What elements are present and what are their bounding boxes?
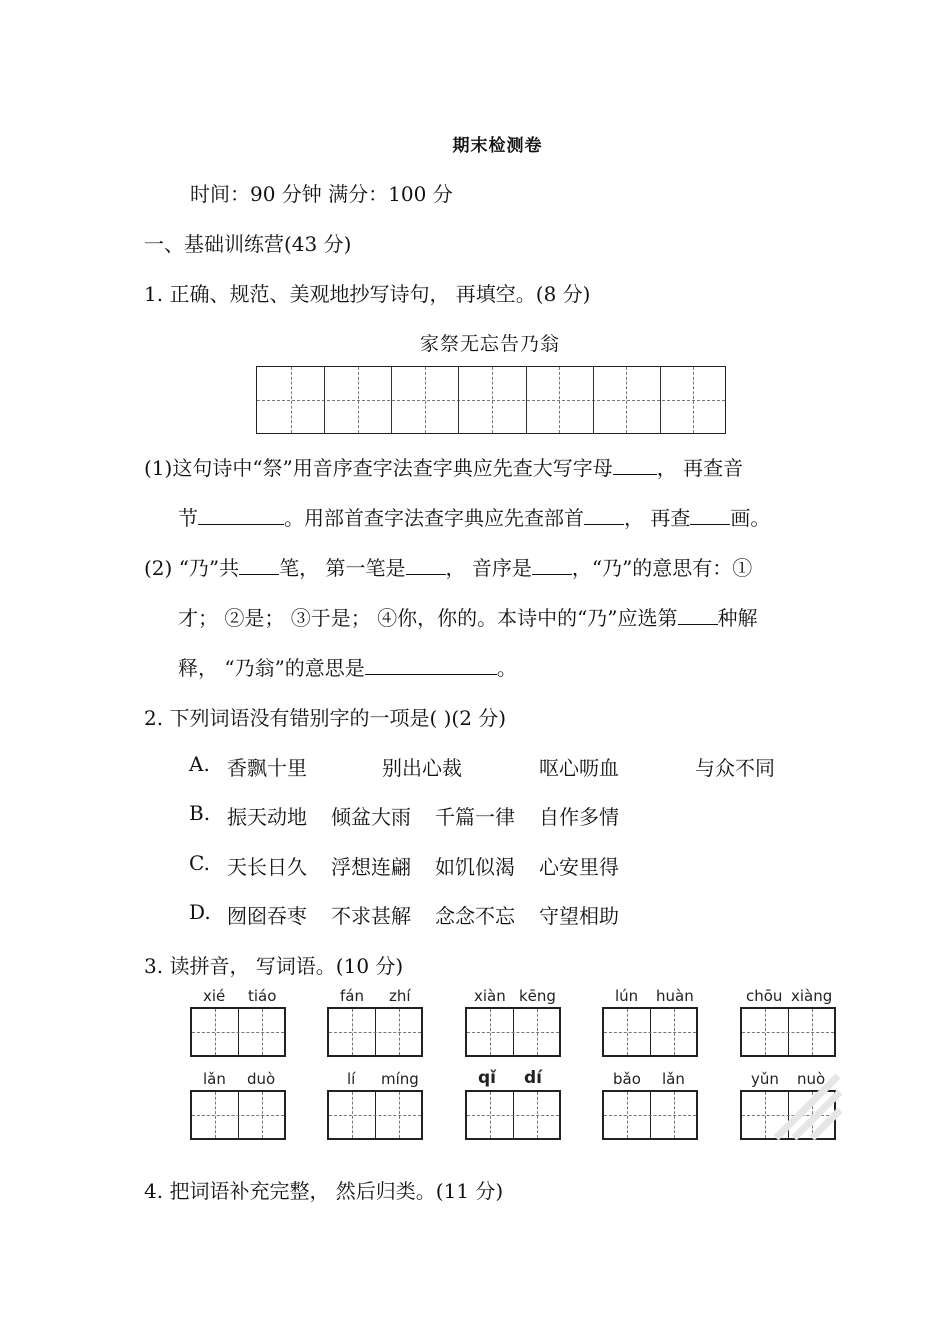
q1p2-text-c: ， 音序是 [445, 556, 532, 580]
grid-cell-divider [324, 367, 325, 433]
q1p2-text-e: 才； ②是； ③于是； ④你，你的。本诗中的“乃”应选第 [178, 606, 678, 630]
q1p2-text-a: (2) “乃”共 [144, 556, 240, 580]
pinyin-label: xiàng [791, 987, 833, 1005]
option-word: 守望相助 [539, 904, 619, 928]
question-1-prompt: 1. 正确、规范、美观地抄写诗句， 再填空。(8 分) [144, 282, 591, 306]
option-label: D. [189, 900, 211, 924]
pinyin-answer-box[interactable] [327, 1090, 423, 1140]
q1p1-text-e: ， 再查 [624, 506, 691, 530]
pinyin-label: dí [524, 1068, 542, 1088]
grid-cell-divider [660, 367, 661, 433]
pinyin-answer-box[interactable] [602, 1090, 698, 1140]
option-word: 别出心裁 [382, 756, 462, 780]
option-word: 倾盆大雨 [331, 805, 411, 829]
grid-cell-divider [593, 367, 594, 433]
q1p2-text-h: 。 [496, 656, 517, 680]
question-1-part-2-line-3 [178, 652, 517, 681]
grid-cell-guide [291, 367, 292, 433]
option-word: 自作多情 [539, 805, 619, 829]
answer-blank[interactable] [584, 506, 624, 525]
q1p1-text-d: 。用部首查字法查字典应先查部首 [284, 506, 584, 530]
grid-cell-guide [626, 367, 627, 433]
option-word: 念念不忘 [435, 904, 515, 928]
option-word: 呕心呖血 [539, 756, 619, 780]
pinyin-label: míng [381, 1070, 419, 1088]
pinyin-label: duò [247, 1070, 276, 1088]
option-a[interactable] [189, 752, 775, 780]
copy-writing-grid[interactable] [256, 366, 726, 434]
option-word: 如饥似渴 [435, 855, 515, 879]
option-word: 天长日久 [227, 855, 307, 879]
question-4-prompt: 4. 把词语补充完整， 然后归类。(11 分) [144, 1179, 504, 1203]
answer-blank[interactable] [239, 556, 279, 575]
pinyin-answer-box[interactable] [465, 1007, 561, 1057]
q1p2-text-d: ，“乃”的意思有：① [571, 556, 753, 580]
grid-cell-guide [559, 367, 560, 433]
pinyin-answer-box[interactable] [740, 1007, 836, 1057]
q1p2-text-b: 笔， 第一笔是 [279, 556, 406, 580]
pinyin-label: kēng [519, 987, 556, 1005]
answer-blank[interactable] [678, 606, 718, 625]
option-word: 不求甚解 [331, 904, 411, 928]
option-label: C. [189, 851, 210, 875]
pinyin-label: lún [615, 987, 639, 1005]
q1p1-text-a: (1)这句诗中“祭”用音序查字法查字典应先查大写字母 [144, 456, 613, 480]
pinyin-label: fán [340, 987, 364, 1005]
question-1-part-1-line-2 [178, 502, 770, 531]
page-title: 期末检测卷 [452, 136, 543, 156]
answer-blank[interactable] [198, 506, 284, 525]
option-word: 囫囵吞枣 [227, 904, 307, 928]
pinyin-answer-box[interactable] [327, 1007, 423, 1057]
pinyin-label: chōu [746, 987, 783, 1005]
grid-cell-guide [425, 367, 426, 433]
option-word: 香飘十里 [227, 756, 307, 780]
grid-cell-guide [358, 367, 359, 433]
option-label: A. [189, 752, 210, 776]
watermark-stripes [772, 1072, 842, 1140]
option-d[interactable] [189, 900, 619, 928]
answer-blank[interactable] [613, 456, 657, 475]
answer-blank[interactable] [690, 506, 730, 525]
option-c[interactable] [189, 851, 619, 879]
pinyin-label: lǎn [203, 1070, 226, 1088]
q1p2-text-f: 种解 [717, 606, 758, 630]
pinyin-label: bǎo [613, 1070, 641, 1088]
q1p1-text-b: ， 再查音 [656, 456, 744, 480]
question-1-part-2-line-1 [144, 552, 752, 581]
pinyin-label: huàn [656, 987, 694, 1005]
grid-cell-divider [391, 367, 392, 433]
option-b[interactable] [189, 801, 619, 829]
grid-cell-divider [526, 367, 527, 433]
grid-cell-divider [458, 367, 459, 433]
option-word: 心安里得 [539, 855, 619, 879]
grid-cell-guide [693, 367, 694, 433]
q1p2-text-g: 释， “乃翁”的意思是 [178, 656, 365, 680]
answer-blank[interactable] [532, 556, 572, 575]
pinyin-label: xié [203, 987, 226, 1005]
option-word: 与众不同 [695, 756, 775, 780]
pinyin-label: lí [347, 1070, 356, 1088]
pinyin-label: nuò [797, 1070, 826, 1088]
pinyin-answer-box[interactable] [190, 1007, 286, 1057]
question-3-prompt: 3. 读拼音， 写词语。(10 分) [144, 954, 404, 978]
pinyin-label: lǎn [662, 1070, 685, 1088]
poem-line: 家祭无忘告乃翁 [420, 333, 561, 355]
answer-blank[interactable] [365, 656, 497, 675]
pinyin-label: tiáo [248, 987, 277, 1005]
option-word: 振天动地 [227, 805, 307, 829]
pinyin-label: xiàn [474, 987, 506, 1005]
option-label: B. [189, 801, 211, 825]
pinyin-label: qǐ [478, 1068, 496, 1088]
pinyin-answer-box[interactable] [602, 1007, 698, 1057]
q1p1-text-c: 节 [178, 506, 198, 530]
answer-blank[interactable] [406, 556, 446, 575]
option-word: 千篇一律 [435, 805, 515, 829]
q1p1-text-f: 画。 [730, 506, 771, 530]
question-1-part-2-line-2 [178, 602, 758, 631]
grid-cell-guide [492, 367, 493, 433]
pinyin-label: zhí [389, 987, 411, 1005]
option-word: 浮想连翩 [331, 855, 411, 879]
pinyin-answer-box[interactable] [190, 1090, 286, 1140]
exam-time-info: 时间：90 分钟 满分：100 分 [190, 182, 453, 206]
question-1-part-1-line-1 [144, 452, 743, 481]
pinyin-label: yǔn [751, 1070, 779, 1088]
section-heading: 一、基础训练营(43 分) [144, 232, 352, 256]
question-2-prompt: 2. 下列词语没有错别字的一项是( )(2 分) [144, 706, 507, 730]
pinyin-answer-box[interactable] [465, 1090, 561, 1140]
